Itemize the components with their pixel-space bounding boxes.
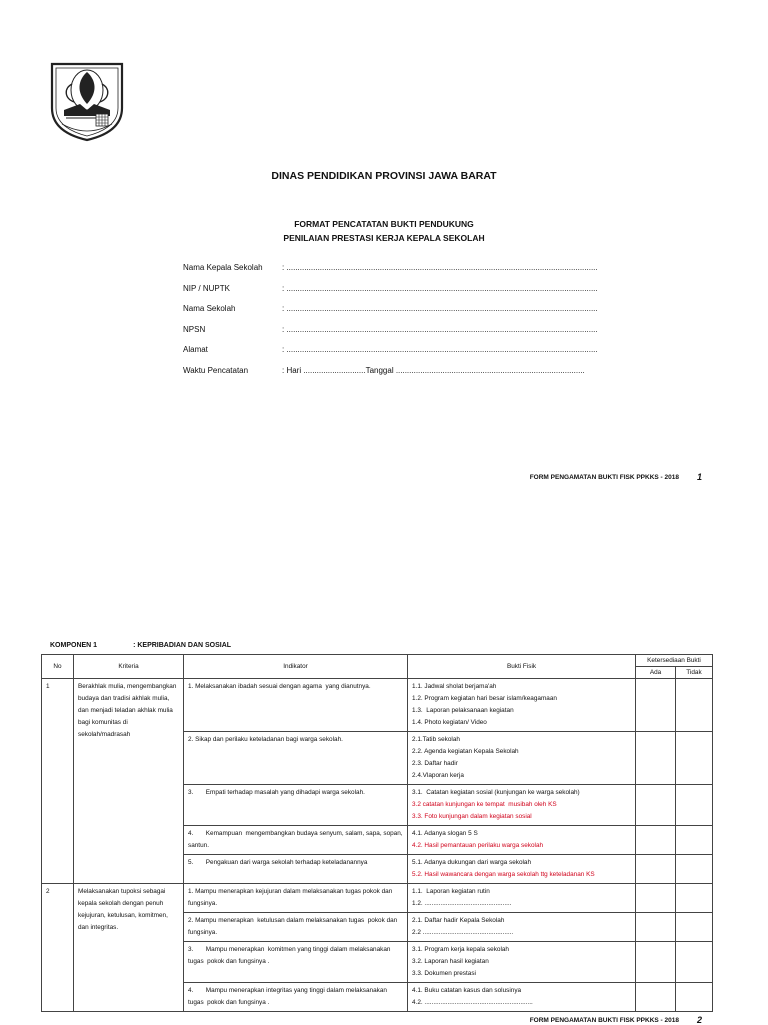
bukti-item: 3.2. Laporan hasil kegiatan <box>412 958 489 965</box>
row-number: 2 <box>42 884 74 1012</box>
row-number: 1 <box>42 679 74 884</box>
komponen-heading <box>50 642 231 649</box>
bukti-item: 2.1.Tatib sekolah <box>412 736 460 743</box>
ada-checkbox-cell[interactable] <box>636 785 676 826</box>
table-row <box>42 679 713 732</box>
header-ada: Ada <box>636 667 676 679</box>
identity-form <box>183 263 613 387</box>
ada-checkbox-cell[interactable] <box>636 855 676 884</box>
ada-checkbox-cell[interactable] <box>636 942 676 983</box>
indikator-cell: 3. Mampu menerapkan komitmen yang tinggi dalam melaksanakan tugas pokok dan fungsinya . <box>184 942 408 983</box>
bukti-fisik-cell <box>408 855 636 884</box>
ada-checkbox-cell[interactable] <box>636 732 676 785</box>
bukti-item: 5.2. Hasil wawancara dengan warga sekolah ttg keteladanan KS <box>412 871 595 878</box>
header-indikator: Indikator <box>184 655 408 679</box>
form-field-row <box>183 304 613 325</box>
ada-checkbox-cell[interactable] <box>636 913 676 942</box>
komponen-name: : KEPRIBADIAN DAN SOSIAL <box>133 642 232 649</box>
indikator-cell: 4. Mampu menerapkan integritas yang tinggi dalam melaksanakan tugas pokok dan fungsinya . <box>184 983 408 1012</box>
bukti-fisik-cell <box>408 983 636 1012</box>
footer-text: FORM PENGAMATAN BUKTI FISK PPKKS - 2018 <box>529 473 679 481</box>
form-field-label: Nama Sekolah <box>183 304 236 314</box>
tidak-checkbox-cell[interactable] <box>676 732 713 785</box>
form-field-label: Nama Kepala Sekolah <box>183 263 263 272</box>
form-title-line1: FORMAT PENCATATAN BUKTI PENDUKUNG <box>294 219 474 229</box>
form-field-blank[interactable]: : ............................................................................................................................................ <box>282 345 598 355</box>
header-no: No <box>42 655 74 679</box>
bukti-item: 1.4. Photo kegiatan/ Video <box>412 719 487 726</box>
form-field-blank[interactable]: : ............................................................................................................................................ <box>282 324 598 334</box>
form-field-blank[interactable]: : ............................................................................................................................................ <box>282 263 598 272</box>
tidak-checkbox-cell[interactable] <box>676 913 713 942</box>
evidence-table <box>41 654 713 1012</box>
bukti-item: 1.3. Laporan pelaksanaan kegiatan <box>412 707 514 714</box>
bukti-fisik-cell <box>408 679 636 732</box>
bukti-fisik-cell <box>408 913 636 942</box>
tidak-checkbox-cell[interactable] <box>676 679 713 732</box>
header-tidak: Tidak <box>676 667 713 679</box>
bukti-item: 2.2. Agenda kegiatan Kepala Sekolah <box>412 748 519 755</box>
header-bukti-fisik: Bukti Fisik <box>408 655 636 679</box>
tidak-checkbox-cell[interactable] <box>676 942 713 983</box>
form-field-row <box>183 263 613 284</box>
indikator-cell: 2. Sikap dan perilaku keteladanan bagi warga sekolah. <box>184 732 408 785</box>
footer-text: FORM PENGAMATAN BUKTI FISK PPKKS - 2018 <box>529 1016 679 1024</box>
tidak-checkbox-cell[interactable] <box>676 884 713 913</box>
bukti-item: 5.1. Adanya dukungan dari warga sekolah <box>412 859 532 866</box>
form-field-label: Waktu Pencatatan <box>183 365 249 375</box>
bukti-fisik-cell <box>408 826 636 855</box>
page-number: 1 <box>696 472 702 482</box>
header-kriteria: Kriteria <box>74 655 184 679</box>
bukti-item: 3.3. Foto kunjungan dalam kegiatan sosial <box>412 813 532 820</box>
form-field-blank[interactable]: : Hari ............................Tanggal ..................................................................................... <box>282 365 585 375</box>
bukti-item: 1.2. Program kegiatan hari besar islam/keagamaan <box>412 695 557 702</box>
tidak-checkbox-cell[interactable] <box>676 826 713 855</box>
ada-checkbox-cell[interactable] <box>636 826 676 855</box>
page-footer-1 <box>530 472 702 482</box>
bukti-fisik-cell <box>408 942 636 983</box>
tidak-checkbox-cell[interactable] <box>676 855 713 884</box>
jawa-barat-crest-logo <box>44 58 130 144</box>
bukti-item: 4.2. ............................................................. <box>412 999 533 1006</box>
indikator-cell: 1. Melaksanakan ibadah sesuai dengan agama yang dianutnya. <box>184 679 408 732</box>
bukti-item: 1.1. Jadwal sholat berjama'ah <box>412 683 497 690</box>
page-number: 2 <box>696 1015 702 1025</box>
kriteria-cell: Berakhlak mulia, mengembangkan budaya dan tradisi akhlak mulia, dan menjadi teladan akhlak mulia bagi komunitas di sekolah/madrasah <box>74 679 184 884</box>
form-field-blank[interactable]: : ............................................................................................................................................ <box>282 304 598 314</box>
indikator-cell: 5. Pengakuan dari warga sekolah terhadap keteladanannya <box>184 855 408 884</box>
form-title-line2: PENILAIAN PRESTASI KERJA KEPALA SEKOLAH <box>283 233 485 243</box>
bukti-item: 4.1. Buku catatan kasus dan solusinya <box>412 987 522 994</box>
kriteria-cell: Melaksanakan tupoksi sebagai kepala sekolah dengan penuh kejujuran, ketulusan, komitmen, dan integritas. <box>74 884 184 1012</box>
form-field-label: Alamat <box>183 345 208 355</box>
bukti-item: 1.2. ................................................. <box>412 900 512 907</box>
bukti-item: 4.1. Adanya slogan 5 S <box>412 830 478 837</box>
table-row <box>42 884 713 913</box>
form-field-label: NPSN <box>183 324 206 334</box>
form-field-row <box>183 345 613 366</box>
ada-checkbox-cell[interactable] <box>636 884 676 913</box>
bukti-item: 3.2 catatan kunjungan ke tempat musibah oleh KS <box>412 801 557 808</box>
ada-checkbox-cell[interactable] <box>636 679 676 732</box>
bukti-item: 2.3. Daftar hadir <box>412 760 458 767</box>
header-ketersediaan: Ketersediaan Bukti <box>636 655 713 667</box>
bukti-item: 3.3. Dokumen prestasi <box>412 970 476 977</box>
tidak-checkbox-cell[interactable] <box>676 785 713 826</box>
form-field-blank[interactable]: : ............................................................................................................................................ <box>282 283 598 293</box>
bukti-item: 3.1. Catatan kegiatan sosial (kunjungan ke warga sekolah) <box>412 789 580 796</box>
form-field-row <box>183 284 613 305</box>
tidak-checkbox-cell[interactable] <box>676 983 713 1012</box>
indikator-cell: 3. Empati terhadap masalah yang dihadapi warga sekolah. <box>184 785 408 826</box>
bukti-item: 2.4.Vlaporan kerja <box>412 772 464 779</box>
form-field-label: NIP / NUPTK <box>183 283 230 293</box>
form-field-row <box>183 325 613 346</box>
komponen-label: KOMPONEN 1 <box>50 642 98 649</box>
indikator-cell: 2. Mampu menerapkan ketulusan dalam melaksanakan tugas pokok dan fungsinya. <box>184 913 408 942</box>
ada-checkbox-cell[interactable] <box>636 983 676 1012</box>
indikator-cell: 4. Kemampuan mengembangkan budaya senyum, salam, sapa, sopan, santun. <box>184 826 408 855</box>
bukti-fisik-cell <box>408 732 636 785</box>
bukti-item: 1.1. Laporan kegiatan rutin <box>412 888 490 895</box>
bukti-item: 2.1. Daftar hadir Kepala Sekolah <box>412 917 505 924</box>
agency-title: DINAS PENDIDIKAN PROVINSI JAWA BARAT <box>271 170 497 182</box>
form-field-row <box>183 366 613 387</box>
indikator-cell: 1. Mampu menerapkan kejujuran dalam melaksanakan tugas pokok dan fungsinya. <box>184 884 408 913</box>
bukti-item: 3.1. Program kerja kepala sekolah <box>412 946 509 953</box>
bukti-item: 4.2. Hasil pemantauan perilaku warga sekolah <box>412 842 544 849</box>
bukti-fisik-cell <box>408 785 636 826</box>
bukti-fisik-cell <box>408 884 636 913</box>
bukti-item: 2.2 ................................................... <box>412 929 514 936</box>
